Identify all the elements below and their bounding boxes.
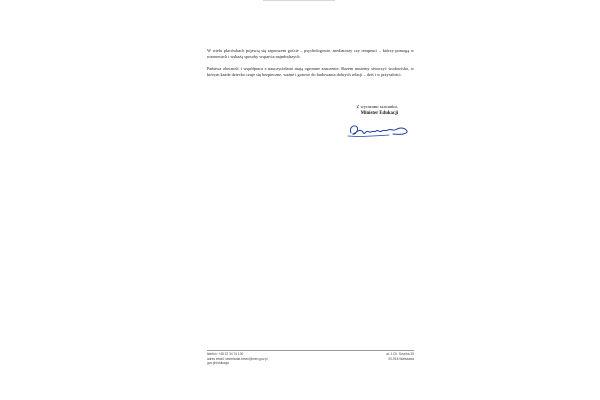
letter-body bbox=[207, 48, 414, 84]
letter-paragraph-2: Państwa obecność i współpraca z nauczycielami mają ogromne znaczenie. Razem możemy stworzyć środowisko, w którym każde dziecko czuje się bezpieczne, ważne i gotowe do budowania dobrych relacji – dziś i w przyszłości. bbox=[207, 66, 414, 77]
footer-email: adres email: sekretariat.bmen@men.gov.pl bbox=[207, 356, 268, 361]
signatory-title: Minister Edukacji bbox=[360, 110, 398, 116]
footer-street: al. J.Ch. Szucha 25 bbox=[386, 352, 414, 356]
page-top-mark bbox=[263, 0, 335, 1]
signature-stroke-underline bbox=[348, 135, 389, 136]
footer-contact bbox=[207, 352, 327, 366]
handwritten-signature bbox=[345, 120, 415, 140]
closing-salutation: Z wyrazami szacunku, bbox=[356, 104, 398, 109]
footer-phone: telefon: +48 22 34 74 100 bbox=[207, 352, 244, 356]
letter-closing bbox=[316, 104, 398, 117]
footer-city: 00-918 Warszawa bbox=[388, 356, 414, 361]
signature-stroke-main bbox=[351, 126, 408, 135]
footer-address bbox=[352, 352, 414, 361]
footer-website: gov.pl/edukacja bbox=[207, 361, 229, 366]
letter-paragraph-1: W wielu placówkach pojawią się zaproszeni goście – psychologowie, mediatorzy czy terapeuci – którzy pomogą w rozmowach i wskażą sposoby wsparcia najmłodszych. bbox=[207, 48, 414, 59]
footer-divider bbox=[207, 350, 414, 351]
